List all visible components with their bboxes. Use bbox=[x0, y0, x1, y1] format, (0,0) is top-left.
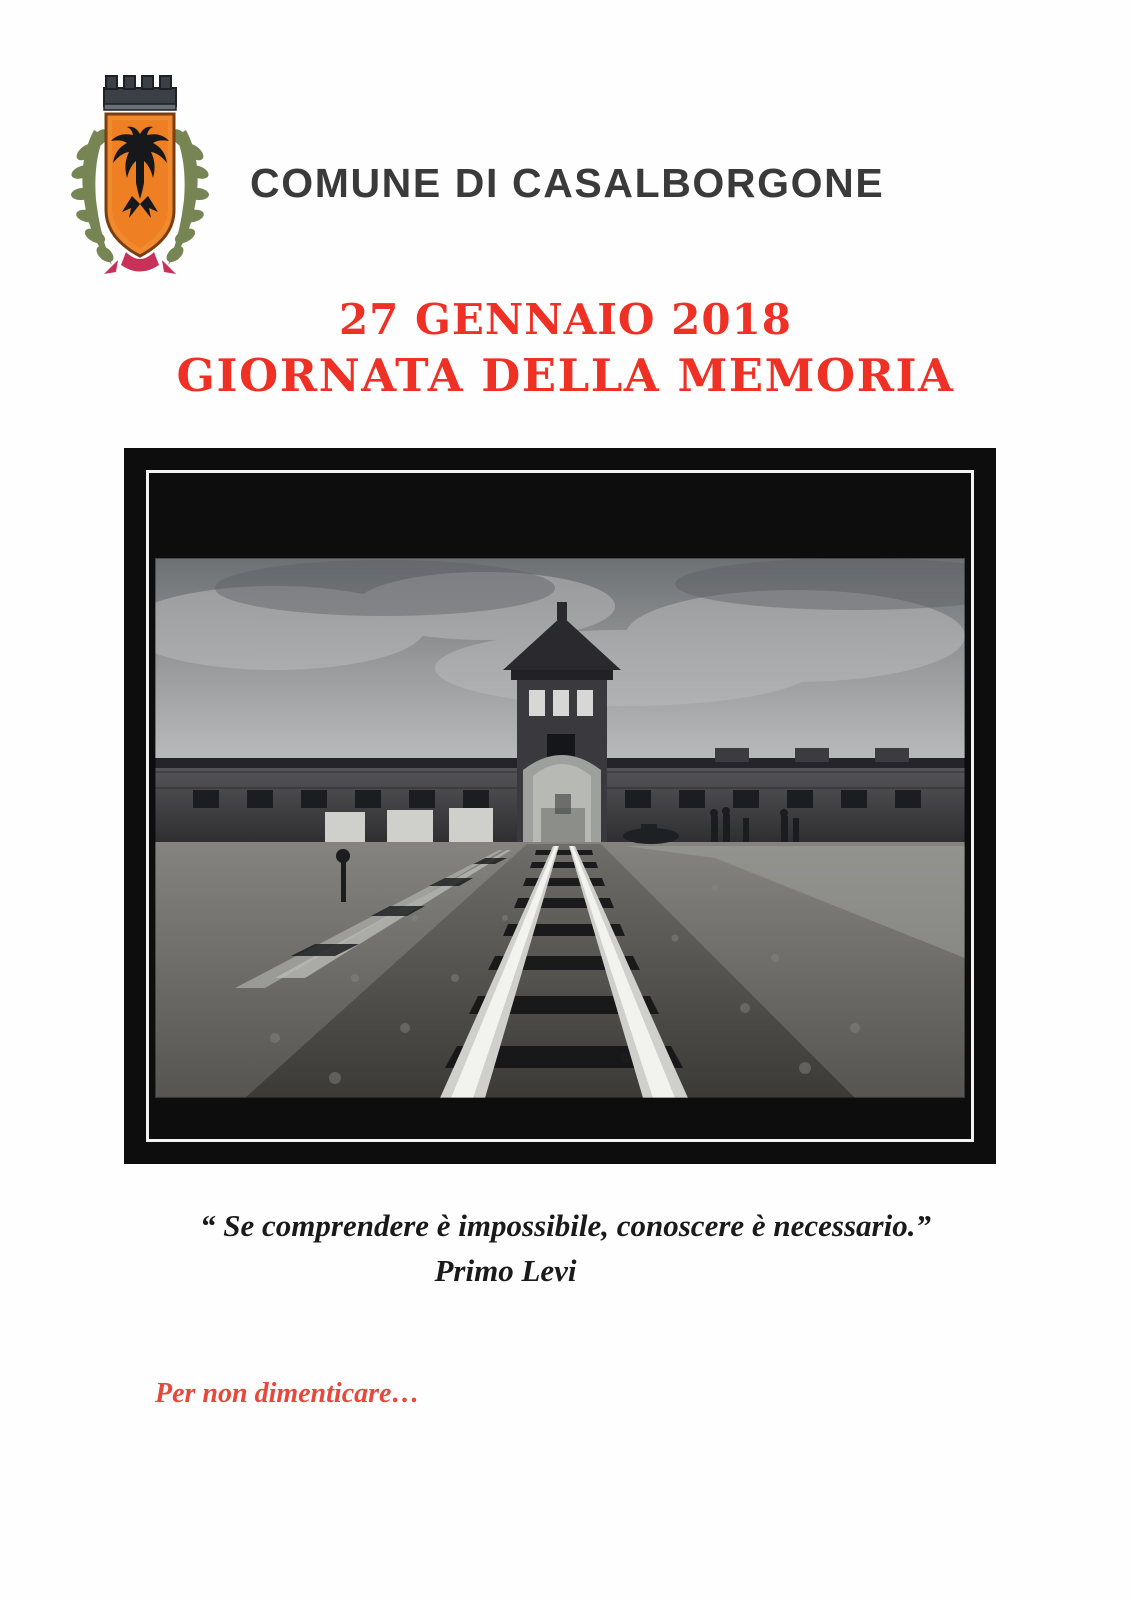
municipal-coat-of-arms-icon bbox=[60, 60, 220, 275]
event-date: 27 GENNAIO 2018 bbox=[338, 295, 793, 344]
quote-author: Primo Levi bbox=[434, 1253, 577, 1288]
auschwitz-birkenau-gate-photo bbox=[155, 558, 965, 1098]
page-title: COMUNE DI CASALBORGONE bbox=[250, 160, 885, 206]
event-heading bbox=[0, 293, 1131, 404]
footer-note: Per non dimenticare… bbox=[155, 1378, 420, 1409]
quote-text: “ Se comprendere è impossibile, conoscere è necessario.” bbox=[200, 1208, 931, 1243]
event-name: GIORNATA DELLA MEMORIA bbox=[176, 348, 955, 402]
poster-header bbox=[0, 55, 1131, 275]
